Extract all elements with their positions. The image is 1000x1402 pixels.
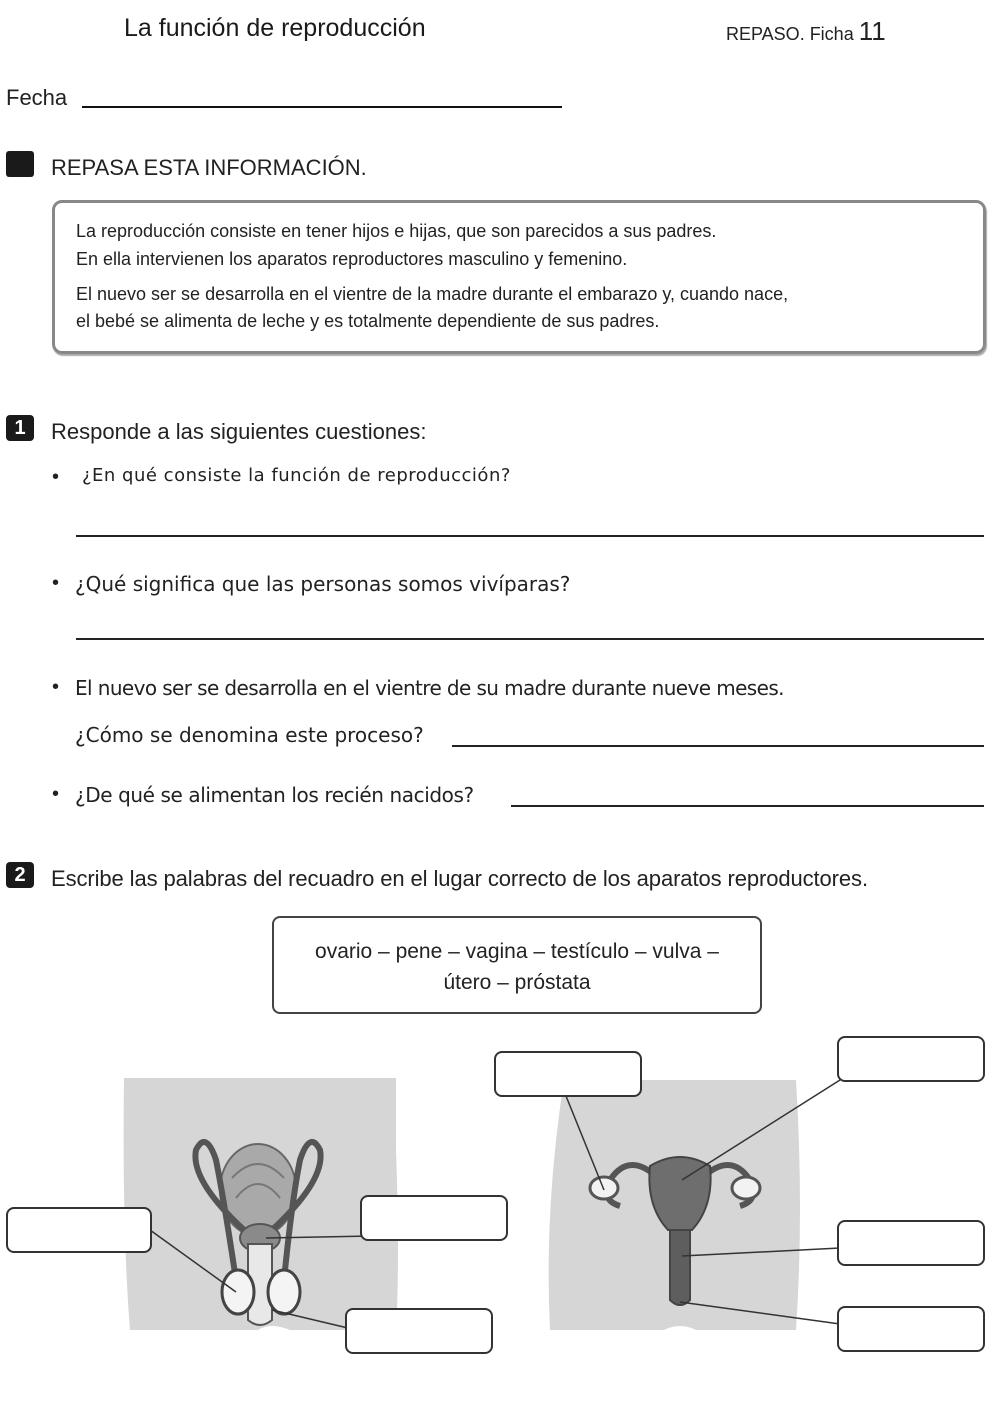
question-4: ¿De qué se alimentan los recién nacidos? [75,783,474,807]
exercise-1-heading: Responde a las siguientes cuestiones: [51,419,427,444]
question-3: El nuevo ser se desarrolla en el vientre de su madre durante nueve meses. [75,676,784,700]
info-heading: REPASA ESTA INFORMACIÓN. [51,155,367,180]
repaso-text: REPASO. Ficha [726,24,854,44]
info-line-3: El nuevo ser se desarrolla en el vientre de la madre durante el embarazo y, cuando nace, [76,284,789,304]
exercise-2-heading: Escribe las palabras del recuadro en el lugar correcto de los aparatos reproductores. [51,866,868,891]
bullet-3: • [52,676,60,698]
bladder-icon [220,1144,296,1236]
left-testicle-icon [222,1270,254,1314]
info-line-2: En ella intervienen los aparatos reproductores masculino y femenino. [76,249,628,269]
label-box-female-left-top[interactable] [494,1051,642,1097]
word-box [272,916,762,1014]
fecha-input-line[interactable] [82,106,562,108]
bullet-2: • [52,572,60,594]
answer-line-4[interactable] [511,805,984,807]
answer-line-2[interactable] [76,638,984,640]
answer-line-3[interactable] [452,745,984,747]
ficha-number: 11 [858,16,886,46]
exercise-1-number: 1 [6,415,34,441]
info-line-4: el bebé se alimenta de leche y es totalmente dependiente de sus padres. [76,311,660,331]
label-box-female-right-1[interactable] [837,1036,985,1082]
word-box-line-2: útero – próstata [443,971,591,994]
right-ovary-icon [732,1177,760,1199]
label-box-male-right-bottom[interactable] [345,1308,493,1354]
section-marker-square [6,151,34,177]
label-box-male-right-top[interactable] [360,1195,508,1241]
exercise-2-number: 2 [6,862,34,888]
right-testicle-icon [268,1270,300,1314]
label-box-male-left[interactable] [6,1207,152,1253]
bullet-1: • [52,466,60,488]
question-2: ¿Qué significa que las personas somos vivíparas? [75,572,571,596]
label-box-female-right-2[interactable] [837,1220,985,1266]
answer-line-1[interactable] [76,535,984,537]
bullet-4: • [52,783,60,805]
question-1: ¿En qué consiste la función de reproducción? [82,465,511,486]
info-line-1: La reproducción consiste en tener hijos e hijas, que son parecidos a sus padres. [76,221,717,241]
question-3b: ¿Cómo se denomina este proceso? [75,723,424,747]
fecha-label: Fecha [6,85,68,110]
page-title: La función de reproducción [124,14,426,42]
vagina-icon [670,1230,690,1305]
repaso-label [726,16,886,47]
label-box-female-right-3[interactable] [837,1306,985,1352]
word-box-line-1: ovario – pene – vagina – testículo – vulva – [315,940,719,963]
